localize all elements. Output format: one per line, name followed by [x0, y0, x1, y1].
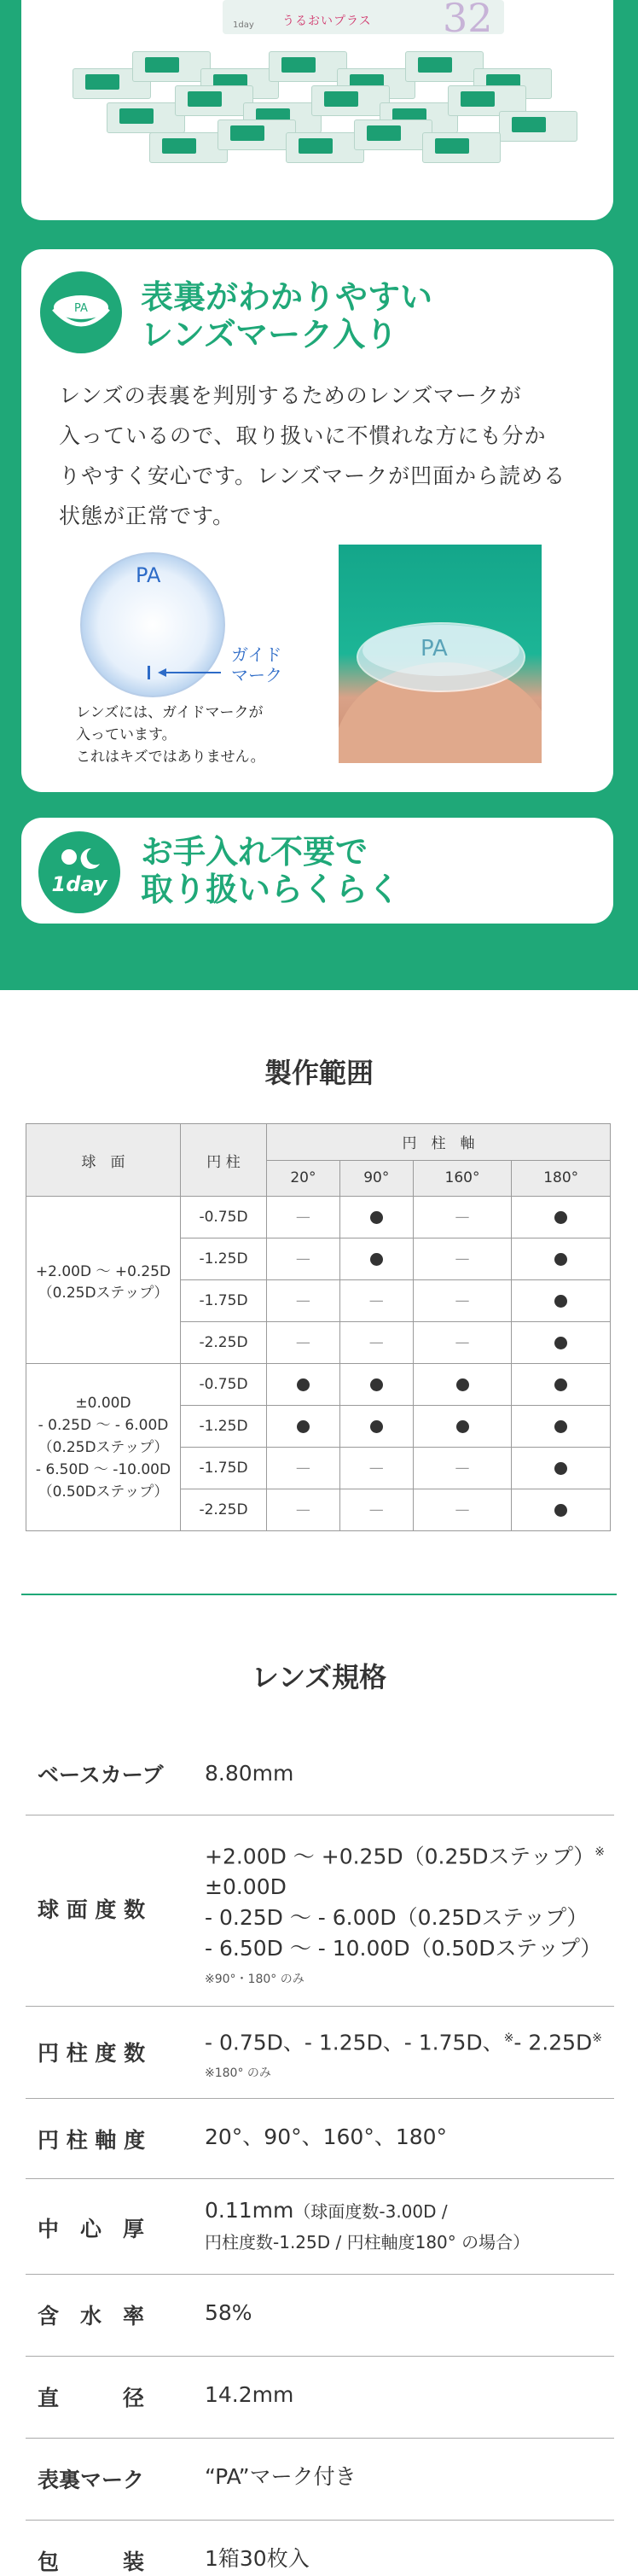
feature2-title-line1: お手入れ不要で: [141, 833, 368, 871]
center-value-main: 0.11mm: [205, 2198, 294, 2223]
feature-card-lens-mark: [21, 249, 613, 792]
unavailable-dash: [413, 1238, 512, 1280]
sphere-value-line: - 0.25D ～ - 6.00D（0.25Dステップ）: [205, 1905, 589, 1931]
sphere-group-line: ±0.00D: [75, 1394, 131, 1412]
cyl-cell: -0.75D: [181, 1197, 267, 1238]
available-dot: [339, 1197, 413, 1238]
axis-20: 20°: [267, 1160, 340, 1197]
feature1-body-line: 入っているので、取り扱いに不慣れな方にも分か: [59, 423, 547, 448]
unavailable-dash-icon: —: [455, 1250, 470, 1268]
unavailable-dash: [413, 1280, 512, 1322]
blister-pack: [132, 51, 211, 82]
sphere-group-minus: [26, 1364, 181, 1531]
available-dot: [512, 1364, 611, 1406]
unavailable-dash-icon: —: [295, 1292, 310, 1309]
cyl-cell: -2.25D: [181, 1322, 267, 1364]
diagram-caption-line: これはキズではありません。: [76, 749, 265, 766]
production-range-table: [26, 1123, 611, 1531]
unavailable-dash: [413, 1489, 512, 1531]
blister-pack: [175, 85, 253, 116]
unavailable-dash: [413, 1322, 512, 1364]
available-dot-icon: [554, 1378, 567, 1391]
available-dot: [413, 1364, 512, 1406]
photo-pa-mark: PA: [420, 636, 448, 661]
spec-value: “PA”マーク付き: [205, 2464, 357, 2489]
spec-row-mark: [26, 2438, 614, 2521]
cyl-cell: -2.25D: [181, 1489, 267, 1531]
spec-value: 20°、90°、160°、180°: [205, 2124, 448, 2149]
unavailable-dash-icon: —: [368, 1292, 384, 1309]
center-value-paren: （球面度数-3.00D /: [293, 2201, 448, 2222]
available-dot: [339, 1364, 413, 1406]
center-value-line2: 円柱度数-1.25D / 円柱軸度180° の場合）: [205, 2232, 531, 2253]
available-dot-icon: [456, 1378, 469, 1391]
unavailable-dash-icon: —: [368, 1501, 384, 1518]
available-dot: [267, 1406, 340, 1448]
unavailable-dash-icon: —: [295, 1460, 310, 1477]
blister-pack: [107, 102, 185, 133]
unavailable-dash: [267, 1280, 340, 1322]
cyl-cell: -0.75D: [181, 1364, 267, 1406]
sphere-note: ※90°・180° のみ: [205, 1973, 304, 1987]
unavailable-dash: [413, 1448, 512, 1489]
available-dot: [339, 1238, 413, 1280]
unavailable-dash: [267, 1197, 340, 1238]
sphere-value-line: ±0.00D: [205, 1874, 287, 1900]
guide-label-2: マーク: [231, 665, 282, 685]
available-dot: [512, 1406, 611, 1448]
cyl-cell: -1.75D: [181, 1448, 267, 1489]
box-number: 32: [443, 0, 493, 41]
available-dot: [512, 1197, 611, 1238]
blister-pack: [269, 51, 347, 82]
available-dot-icon: [370, 1253, 383, 1266]
cyl-value-a: - 0.75D、- 1.25D、- 1.75D、: [205, 2030, 504, 2055]
unavailable-dash: [267, 1238, 340, 1280]
available-dot-icon: [370, 1211, 383, 1224]
available-dot: [267, 1364, 340, 1406]
pa-icon-label: PA: [74, 302, 88, 315]
available-dot-icon: [297, 1420, 310, 1433]
available-dot: [512, 1489, 611, 1531]
available-dot: [512, 1238, 611, 1280]
sphere-group-plus: [26, 1197, 181, 1364]
unavailable-dash-icon: —: [455, 1501, 470, 1518]
blister-pack: [218, 119, 296, 150]
box-brand: うるおいプラス: [282, 15, 372, 28]
sphere-group-line: （0.25Dステップ）: [38, 1284, 169, 1302]
feature2-title-line2: 取り扱いらくらく: [141, 871, 401, 908]
spec-value: [205, 1837, 605, 1995]
cyl-superscript: ※: [503, 2031, 514, 2045]
feature-card-no-care: [21, 818, 613, 924]
unavailable-dash-icon: —: [455, 1292, 470, 1309]
spec-label: 球 面 度 数: [38, 1897, 146, 1922]
product-card: [21, 0, 613, 220]
spec-row-package: [26, 2520, 614, 2574]
oneday-icon-label: 1day: [51, 872, 107, 896]
blister-pack: [405, 51, 484, 82]
range-title: 製作範囲: [264, 1057, 374, 1089]
sphere-value-line: +2.00D ～ +0.25D（0.25Dステップ）: [205, 1844, 595, 1869]
spec-row-sphere: [26, 1815, 614, 2007]
diagram-caption-line: レンズには、ガイドマークが: [76, 704, 264, 721]
available-dot-icon: [554, 1253, 567, 1266]
oneday-icon: [38, 831, 120, 913]
unavailable-dash: [267, 1448, 340, 1489]
blister-pack: [286, 132, 364, 163]
available-dot: [339, 1406, 413, 1448]
diagram-pa-mark: PA: [136, 563, 161, 587]
spec-label: 円 柱 軸 度: [38, 2128, 146, 2153]
spec-row-center-thickness: [26, 2178, 614, 2275]
available-dot-icon: [370, 1378, 383, 1391]
axis-180: 180°: [512, 1160, 611, 1197]
spec-label: ベースカーブ: [38, 1763, 164, 1787]
available-dot-icon: [370, 1420, 383, 1433]
spec-value: [205, 2195, 530, 2258]
guide-label-1: ガイド: [231, 644, 282, 665]
spec-value: 58%: [205, 2300, 252, 2325]
spec-row-axis: [26, 2098, 614, 2179]
feature1-body-line: りやすく安心です。レンズマークが凹面から読める: [59, 463, 566, 488]
feature2-title: [141, 833, 400, 908]
blister-pack: [499, 111, 577, 142]
available-dot: [512, 1448, 611, 1489]
unavailable-dash-icon: —: [455, 1334, 470, 1351]
available-dot-icon: [554, 1295, 567, 1308]
lens-pa-icon: [40, 271, 122, 353]
sphere-group-line: （0.25Dステップ）: [38, 1438, 169, 1456]
feature1-title: [141, 278, 432, 353]
unavailable-dash-icon: —: [455, 1460, 470, 1477]
cyl-superscript: ※: [592, 2031, 603, 2045]
unavailable-dash-icon: —: [368, 1334, 384, 1351]
spec-row-cylinder: [26, 2006, 614, 2099]
cyl-cell: -1.25D: [181, 1406, 267, 1448]
unavailable-dash: [267, 1489, 340, 1531]
header-axis: 円 柱 軸: [267, 1124, 611, 1161]
available-dot-icon: [554, 1504, 567, 1517]
unavailable-dash: [339, 1280, 413, 1322]
spec-label: 包 装: [38, 2550, 145, 2574]
sphere-group-line: （0.50Dステップ）: [38, 1483, 169, 1501]
section-divider: [21, 1594, 617, 1595]
axis-90: 90°: [339, 1160, 413, 1197]
blister-pack: [422, 132, 501, 163]
available-dot-icon: [456, 1420, 469, 1433]
unavailable-dash: [339, 1322, 413, 1364]
feature1-body-line: 状態が正常です。: [59, 504, 235, 528]
feature1-title-line1: 表裏がわかりやすい: [141, 278, 433, 316]
unavailable-dash-icon: —: [295, 1250, 310, 1268]
feature1-title-line2: レンズマーク入り: [141, 316, 398, 353]
available-dot: [512, 1280, 611, 1322]
available-dot-icon: [554, 1211, 567, 1224]
blister-pack: [149, 132, 228, 163]
header-sphere: 球 面: [26, 1124, 181, 1197]
cyl-cell: -1.25D: [181, 1238, 267, 1280]
spec-label: 中 心 厚: [38, 2217, 145, 2241]
spec-value: 14.2mm: [205, 2382, 294, 2407]
available-dot-icon: [554, 1337, 567, 1349]
lens-on-finger-photo: [339, 545, 542, 763]
spec-label: 含 水 率: [38, 2304, 145, 2328]
sphere-group-line: - 0.25D ～ - 6.00D: [38, 1416, 169, 1434]
product-image: [55, 0, 584, 171]
unavailable-dash-icon: —: [368, 1460, 384, 1477]
blister-packs: [72, 51, 584, 162]
unavailable-dash: [339, 1448, 413, 1489]
sphere-superscript: ※: [594, 1845, 606, 1859]
unavailable-dash: [339, 1489, 413, 1531]
lens-guide-diagram: [76, 546, 340, 777]
spec-label: 円 柱 度 数: [38, 2041, 146, 2066]
unavailable-dash-icon: —: [295, 1209, 310, 1226]
blister-pack: [354, 119, 432, 150]
cyl-value-b: - 2.25D: [513, 2030, 593, 2055]
product-box: [223, 0, 504, 41]
available-dot: [413, 1406, 512, 1448]
spec-label: 表裏マーク: [38, 2468, 145, 2492]
header-cylinder: 円 柱: [181, 1124, 267, 1197]
spec-value: [205, 2023, 602, 2089]
cyl-note: ※180° のみ: [205, 2066, 271, 2081]
unavailable-dash: [267, 1322, 340, 1364]
unavailable-dash: [413, 1197, 512, 1238]
available-dot-icon: [554, 1420, 567, 1433]
sphere-value-line: - 6.50D ～ - 10.00D（0.50Dステップ）: [205, 1936, 602, 1961]
unavailable-dash-icon: —: [455, 1209, 470, 1226]
available-dot-icon: [297, 1378, 310, 1391]
specs-title: レンズ規格: [251, 1661, 387, 1693]
sphere-group-line: - 6.50D ～ -10.00D: [35, 1460, 171, 1478]
feature1-description: [59, 376, 579, 536]
spec-value: 1箱30枚入: [205, 2546, 310, 2571]
box-small: 1day: [233, 20, 254, 30]
available-dot-icon: [554, 1462, 567, 1475]
spec-value: 8.80mm: [205, 1761, 294, 1786]
spec-row-diameter: [26, 2356, 614, 2439]
axis-160: 160°: [413, 1160, 512, 1197]
cyl-cell: -1.75D: [181, 1280, 267, 1322]
feature1-body-line: レンズの表裏を判別するためのレンズマークが: [59, 383, 522, 408]
unavailable-dash-icon: —: [295, 1501, 310, 1518]
spec-label: 直 径: [38, 2386, 145, 2410]
diagram-caption-line: 入っています。: [76, 726, 177, 743]
available-dot: [512, 1322, 611, 1364]
blister-pack: [311, 85, 390, 116]
unavailable-dash-icon: —: [295, 1334, 310, 1351]
spec-row-water: [26, 2274, 614, 2357]
sphere-group-line: +2.00D ～ +0.25D: [35, 1262, 171, 1280]
spec-row-base-curve: [26, 1733, 614, 1815]
